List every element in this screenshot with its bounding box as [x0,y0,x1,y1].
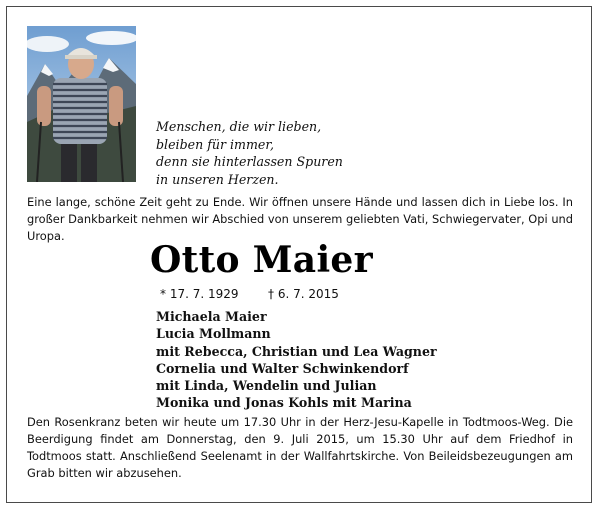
mourner-line: Monika und Jonas Kohls mit Marina [156,395,412,411]
mourner-line: mit Rebecca, Christian und Lea Wagner [156,343,437,359]
mourners-list [156,308,437,412]
intro-text: Eine lange, schöne Zeit geht zu Ende. Wir öffnen unsere Hände und lassen dich in Liebe los. In großer Dankbarkeit nehmen wir Abschied von unserem geliebten Vati, Schwiegervater, Opi und Uropa. [27,195,573,243]
mourner-line: mit Linda, Wendelin und Julian [156,378,377,394]
mourner-line: Michaela Maier [156,309,267,324]
quote-line: denn sie hinterlassen Spuren [156,154,343,169]
quote-line: in unseren Herzen. [156,171,279,187]
portrait-photo [27,26,136,182]
quote-line: Menschen, die wir lieben, [156,119,322,134]
closing-text: Den Rosenkranz beten wir heute um 17.30 Uhr in der Herz-Jesu-Kapelle in Todtmoos-Weg. Die Beerdigung findet am Donnerstag, den 9. Juli 2015, um 15.30 Uhr auf dem Friedhof in Todtmoos statt. Anschließend Seelenamt in der Wallfahrtskirche. Von Beileidsbezeugungen am Grab bitten wir abzusehen. [27,415,573,480]
mourner-line: Lucia Mollmann [156,326,271,342]
mourner-line: Cornelia und Walter Schwinkendorf [156,360,409,376]
birth-date: * 17. 7. 1929 [160,287,239,301]
quote-line: bleiben für immer, [156,136,274,152]
quote [156,118,343,188]
deceased-name: Otto Maier [150,239,373,281]
death-date: † 6. 7. 2015 [268,287,339,301]
